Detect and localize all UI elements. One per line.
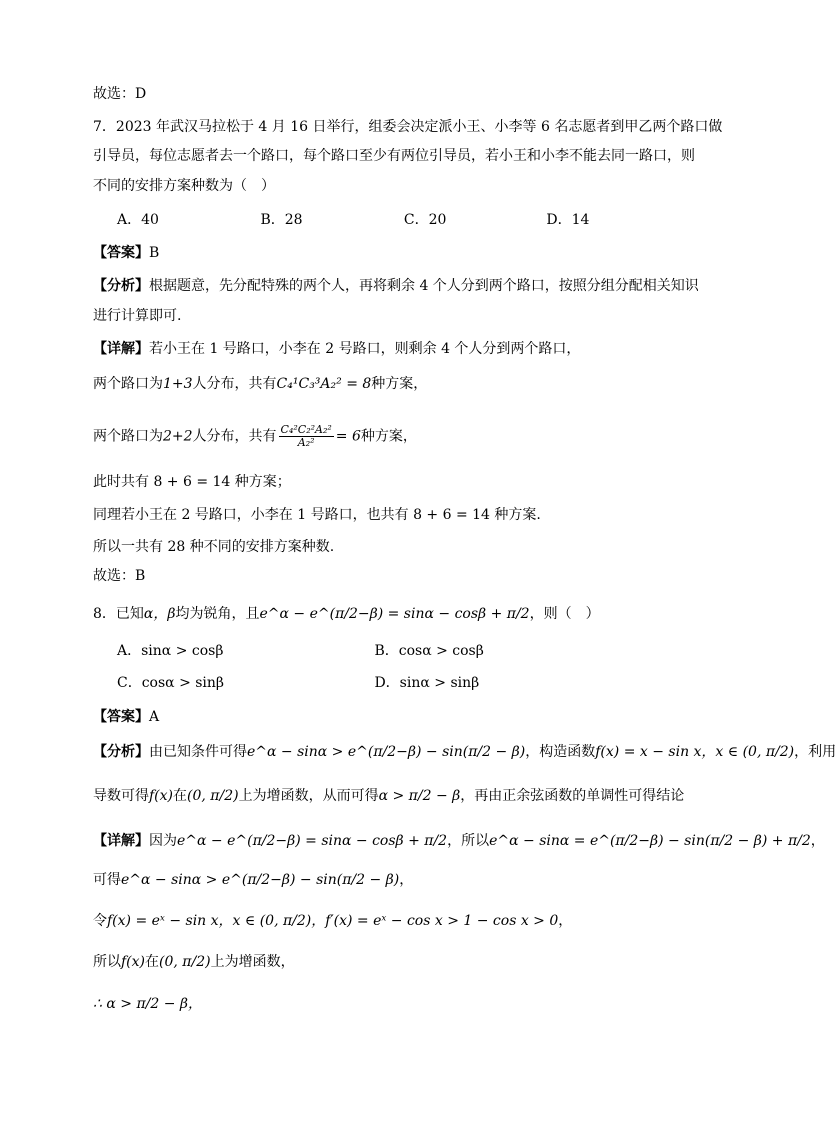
denominator: A₂² [297,436,315,449]
q8-detail-line-2 [93,870,413,890]
formula: α，β [143,606,176,622]
formula: 1+3 [163,376,193,392]
text: 两个路口为 [93,376,163,392]
q7-stem-line-3: 不同的安排方案种数为（ ） [93,178,275,194]
q7-detail-line-1 [93,339,580,359]
q7-conclusion: 故选：B [93,568,146,584]
text: 由已知条件可得 [149,744,247,760]
text: 在 [145,954,160,970]
q8-detail-line-3 [93,911,572,931]
text: ，所以 [447,833,490,849]
q7-stem-line-1: 7．2023 年武汉马拉松于 4 月 16 日举行，组委会决定派小王、小李等 6 名志愿者到甲乙两个路口做 [93,119,723,135]
q8-options-row-1 [117,641,484,661]
text: 令 [93,913,107,929]
q8-detail-line-1 [93,831,825,851]
q7-options [117,210,589,230]
text: ，则（ ） [529,606,600,622]
q8-options-row-2 [117,673,479,693]
q7-analysis-text: 根据题意，先分配特殊的两个人，再将剩余 4 个人分到两个路口，按照分组分配相关知识 [149,278,699,294]
formula: e^α − sinα > e^(π/2−β) − sin(π/2 − β) [247,744,526,760]
text: 人分布，共有 [192,376,277,392]
formula: = 6 [335,428,361,445]
q8-option-c: C．cosα > sinβ [117,675,225,691]
formula: f(x) = eˣ − sin x，x ∈ (0, π/2)，f′(x) = eˣ − cos x > 1 − cos x > 0 [107,913,559,929]
q8-detail-line-4 [93,952,295,972]
text: 8．已知 [93,606,144,622]
formula: α > π/2 − β [378,788,461,804]
q7-detail-line-3 [93,424,417,449]
q7-analysis-line-1 [93,276,699,296]
q8-option-d: D．sinα > sinβ [374,675,480,691]
text: 人分布，共有 [192,428,277,445]
text: 种方案， [360,428,417,445]
analysis-tag: 【分析】 [93,278,149,294]
q8-option-b: B．cosα > cosβ [374,643,484,659]
q7-option-c: C．20 [403,212,447,228]
numerator: C₄²C₂²A₂² [280,423,332,436]
q7-option-b: B．28 [260,212,303,228]
formula: f(x) = x − sin x，x ∈ (0, π/2) [595,744,795,760]
detail-tag: 【详解】 [93,341,149,357]
text: 因为 [149,833,177,849]
text: ， [399,872,414,888]
q7-stem-line-2: 引导员，每位志愿者去一个路口，每个路口至少有两位引导员，若小王和小李不能去同一路口，则 [93,148,695,164]
q8-stem [93,604,600,624]
q8-option-a: A．sinα > cosβ [117,643,224,659]
text: 均为锐角，且 [175,606,260,622]
formula: C₄¹C₃³A₂² = 8 [276,376,372,392]
text: ，构造函数 [525,744,596,760]
q6-conclusion: 故选：D [93,86,147,102]
formula: e^α − e^(π/2−β) = sinα − cosβ + π/2 [177,833,448,849]
q7-analysis-line-2: 进行计算即可. [93,308,182,324]
q7-option-a: A．40 [117,212,159,228]
text: ， [810,833,825,849]
formula: (0, π/2) [159,954,211,970]
fraction [279,424,334,449]
q7-answer-value: B [149,245,160,261]
q7-detail-line-4: 此时共有 8 + 6 = 14 种方案； [93,474,291,490]
formula: e^α − sinα > e^(π/2−β) − sin(π/2 − β) [121,872,400,888]
formula: (0, π/2) [187,788,239,804]
q8-answer-value: A [149,709,160,725]
q7-detail-line-5: 同理若小王在 2 号路口，小李在 1 号路口，也共有 8 + 6 = 14 种方案. [93,507,541,523]
q8-detail-line-5: ∴ α > π/2 − β， [93,996,202,1012]
formula: f(x) [149,788,174,804]
q8-analysis-line-1 [93,742,836,762]
answer-tag: 【答案】 [93,245,149,261]
q7-detail-text: 若小王在 1 号路口，小李在 2 号路口，则剩余 4 个人分到两个路口， [149,341,581,357]
formula: e^α − e^(π/2−β) = sinα − cosβ + π/2 [259,606,530,622]
text: 上为增函数， [210,954,295,970]
analysis-tag: 【分析】 [93,744,149,760]
text: ，利用 [794,744,836,760]
text: 可得 [93,872,121,888]
text: 所以 [93,954,121,970]
formula: 2+2 [163,428,193,445]
text: 种方案， [371,376,428,392]
q7-detail-line-2 [93,374,427,394]
detail-tag: 【详解】 [93,833,149,849]
q8-answer [93,707,159,727]
q8-analysis-line-2 [93,786,684,806]
q7-answer [93,243,159,263]
text: 两个路口为 [93,428,163,445]
q7-option-d: D．14 [546,212,590,228]
text: ， [558,913,573,929]
q7-detail-line-6: 所以一共有 28 种不同的安排方案种数. [93,539,335,555]
text: 导数可得 [93,788,149,804]
answer-tag: 【答案】 [93,709,149,725]
text: 上为增函数，从而可得 [238,788,379,804]
text: 在 [173,788,188,804]
text: ，再由正余弦函数的单调性可得结论 [460,788,685,804]
formula: f(x) [121,954,146,970]
formula: e^α − sinα = e^(π/2−β) − sin(π/2 − β) + π/2 [489,833,811,849]
